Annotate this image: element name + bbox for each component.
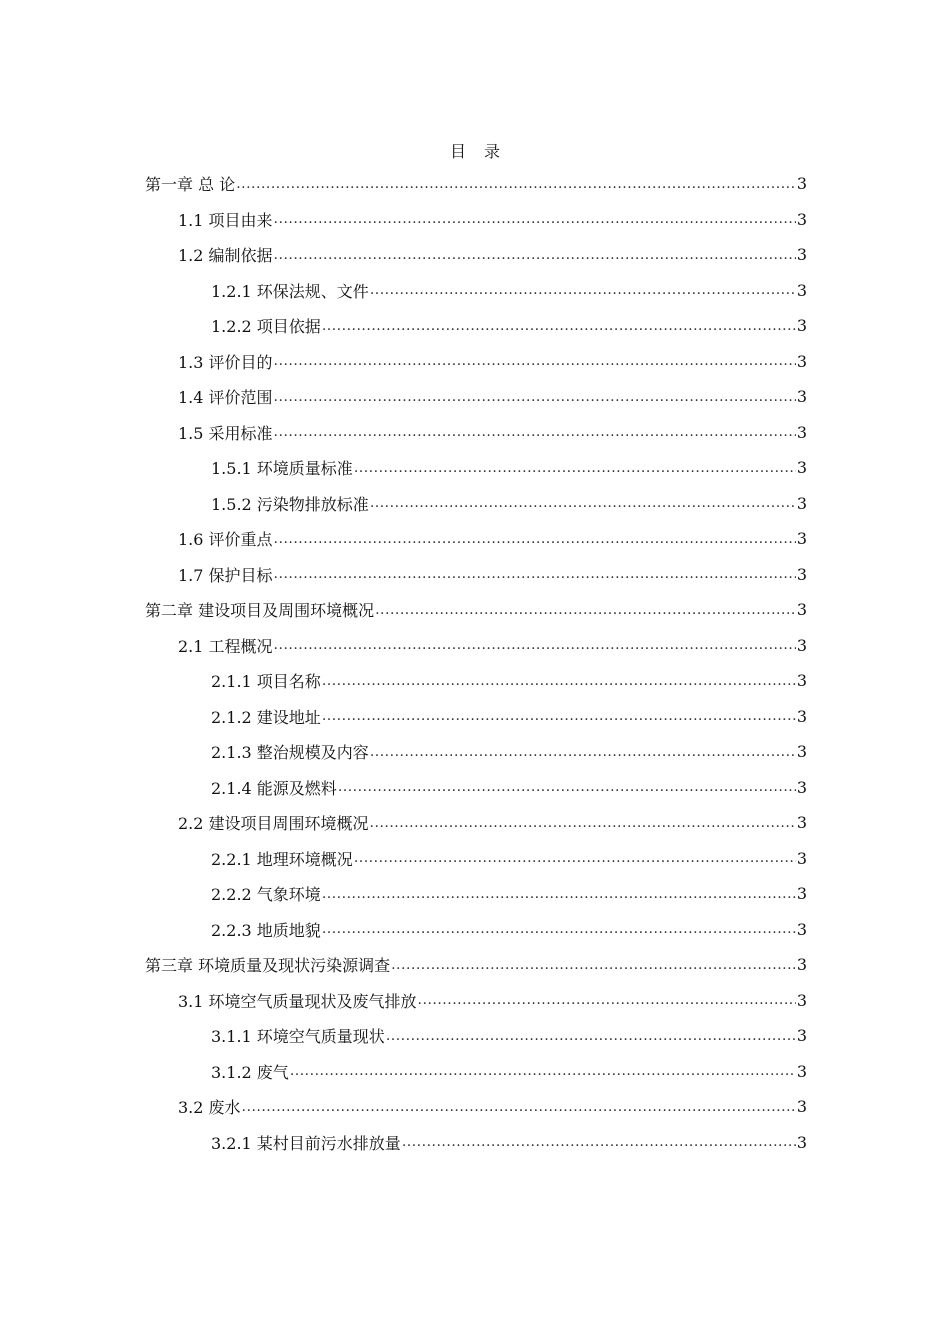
toc-entry-label: 2.2.3 地质地貌 [211,918,322,941]
toc-entry[interactable] [145,379,807,415]
toc-entry-label: 1.6 评价重点 [178,527,274,550]
toc-title-char-2: 录 [484,142,501,161]
toc-entry-label: 2.1 工程概况 [178,634,274,657]
toc-entry-page-number: 3 [796,955,807,975]
toc-dot-leader [274,211,796,227]
toc-entry[interactable] [145,770,807,806]
toc-entry-label: 1.5 采用标准 [178,421,274,444]
toc-entry-page-number: 3 [796,458,807,478]
toc-dot-leader [274,566,796,582]
toc-dot-leader [375,602,796,618]
toc-entry-label: 第三章 环境质量及现状污染源调查 [145,953,391,976]
toc-entry-label: 2.2.2 气象环境 [211,882,322,905]
toc-entry-page-number: 3 [796,316,807,336]
toc-entry-page-number: 3 [796,1097,807,1117]
toc-entry[interactable] [145,486,807,522]
toc-entry[interactable] [145,1018,807,1054]
toc-entry-page-number: 3 [796,174,807,194]
toc-dot-leader [274,531,796,547]
toc-entry[interactable] [145,273,807,309]
toc-dot-leader [290,1063,796,1079]
toc-entry[interactable] [145,1125,807,1161]
toc-entry[interactable] [145,983,807,1019]
toc-entry[interactable] [145,344,807,380]
toc-entry-label: 2.1.3 整治规模及内容 [211,740,370,763]
toc-entry-label: 2.2 建设项目周围环境概况 [178,811,370,834]
toc-entry-label: 1.5.1 环境质量标准 [211,456,354,479]
toc-dot-leader [391,957,796,973]
toc-entry[interactable] [145,237,807,273]
toc-entry-page-number: 3 [796,706,807,726]
toc-dot-leader [370,744,796,760]
toc-entry-label: 3.1 环境空气质量现状及废气排放 [178,989,418,1012]
toc-entry[interactable] [145,841,807,877]
toc-entry-page-number: 3 [796,493,807,513]
toc-dot-leader [322,886,796,902]
toc-entry-page-number: 3 [796,245,807,265]
toc-entry-page-number: 3 [796,671,807,691]
toc-entry-page-number: 3 [796,1132,807,1152]
toc-entry-page-number: 3 [796,635,807,655]
toc-entry-label: 1.4 评价范围 [178,385,274,408]
toc-entry-page-number: 3 [796,742,807,762]
toc-entry[interactable] [145,663,807,699]
toc-entry-label: 3.1.1 环境空气质量现状 [211,1024,386,1047]
toc-entry[interactable] [145,699,807,735]
toc-entry-page-number: 3 [796,600,807,620]
table-of-contents [145,166,807,1160]
toc-entry-label: 2.1.4 能源及燃料 [211,776,338,799]
toc-entry-label: 1.2.1 环保法规、文件 [211,279,370,302]
toc-dot-leader [354,850,796,866]
toc-dot-leader [236,176,796,192]
toc-entry-page-number: 3 [796,1026,807,1046]
toc-entry-page-number: 3 [796,209,807,229]
toc-title-char-1: 目 [449,142,466,161]
toc-dot-leader [274,637,796,653]
toc-entry[interactable] [145,557,807,593]
toc-entry[interactable] [145,450,807,486]
toc-entry-label: 2.2.1 地理环境概况 [211,847,354,870]
toc-entry-page-number: 3 [796,919,807,939]
toc-entry[interactable] [145,521,807,557]
toc-dot-leader [274,424,796,440]
toc-entry-page-number: 3 [796,529,807,549]
toc-entry-page-number: 3 [796,884,807,904]
toc-entry[interactable] [145,734,807,770]
toc-entry-label: 1.2 编制依据 [178,243,274,266]
toc-entry-label: 1.5.2 污染物排放标准 [211,492,370,515]
toc-dot-leader [338,779,796,795]
toc-entry-label: 2.1.2 建设地址 [211,705,322,728]
toc-entry[interactable] [145,947,807,983]
toc-dot-leader [370,282,796,298]
toc-entry[interactable] [145,805,807,841]
toc-entry-label: 1.7 保护目标 [178,563,274,586]
toc-entry-label: 1.3 评价目的 [178,350,274,373]
toc-entry-page-number: 3 [796,777,807,797]
toc-title [0,141,950,163]
toc-entry[interactable] [145,876,807,912]
toc-dot-leader [274,389,796,405]
toc-entry-page-number: 3 [796,422,807,442]
toc-entry-label: 3.2 废水 [178,1095,242,1118]
toc-entry[interactable] [145,202,807,238]
toc-entry-page-number: 3 [796,387,807,407]
toc-dot-leader [322,921,796,937]
toc-entry[interactable] [145,415,807,451]
toc-entry-page-number: 3 [796,1061,807,1081]
toc-entry[interactable] [145,1089,807,1125]
toc-entry-label: 3.2.1 某村目前污水排放量 [211,1131,402,1154]
toc-dot-leader [418,992,796,1008]
toc-entry-label: 1.2.2 项目依据 [211,314,322,337]
toc-entry-label: 1.1 项目由来 [178,208,274,231]
toc-entry-label: 2.1.1 项目名称 [211,669,322,692]
toc-entry[interactable] [145,592,807,628]
toc-dot-leader [274,247,796,263]
toc-dot-leader [322,318,796,334]
toc-entry-page-number: 3 [796,351,807,371]
toc-entry[interactable] [145,166,807,202]
toc-dot-leader [322,673,796,689]
toc-entry-page-number: 3 [796,564,807,584]
toc-entry-page-number: 3 [796,813,807,833]
toc-entry-page-number: 3 [796,990,807,1010]
toc-dot-leader [242,1099,796,1115]
toc-entry-page-number: 3 [796,280,807,300]
toc-entry[interactable] [145,628,807,664]
toc-entry-label: 3.1.2 废气 [211,1060,290,1083]
toc-dot-leader [370,495,796,511]
toc-entry[interactable] [145,1054,807,1090]
toc-dot-leader [274,353,796,369]
toc-dot-leader [322,708,796,724]
toc-dot-leader [402,1134,796,1150]
toc-entry-label: 第一章 总 论 [145,172,236,195]
toc-dot-leader [354,460,796,476]
toc-entry-label: 第二章 建设项目及周围环境概况 [145,598,375,621]
toc-entry[interactable] [145,308,807,344]
toc-entry[interactable] [145,912,807,948]
toc-dot-leader [386,1028,796,1044]
toc-dot-leader [370,815,796,831]
toc-entry-page-number: 3 [796,848,807,868]
